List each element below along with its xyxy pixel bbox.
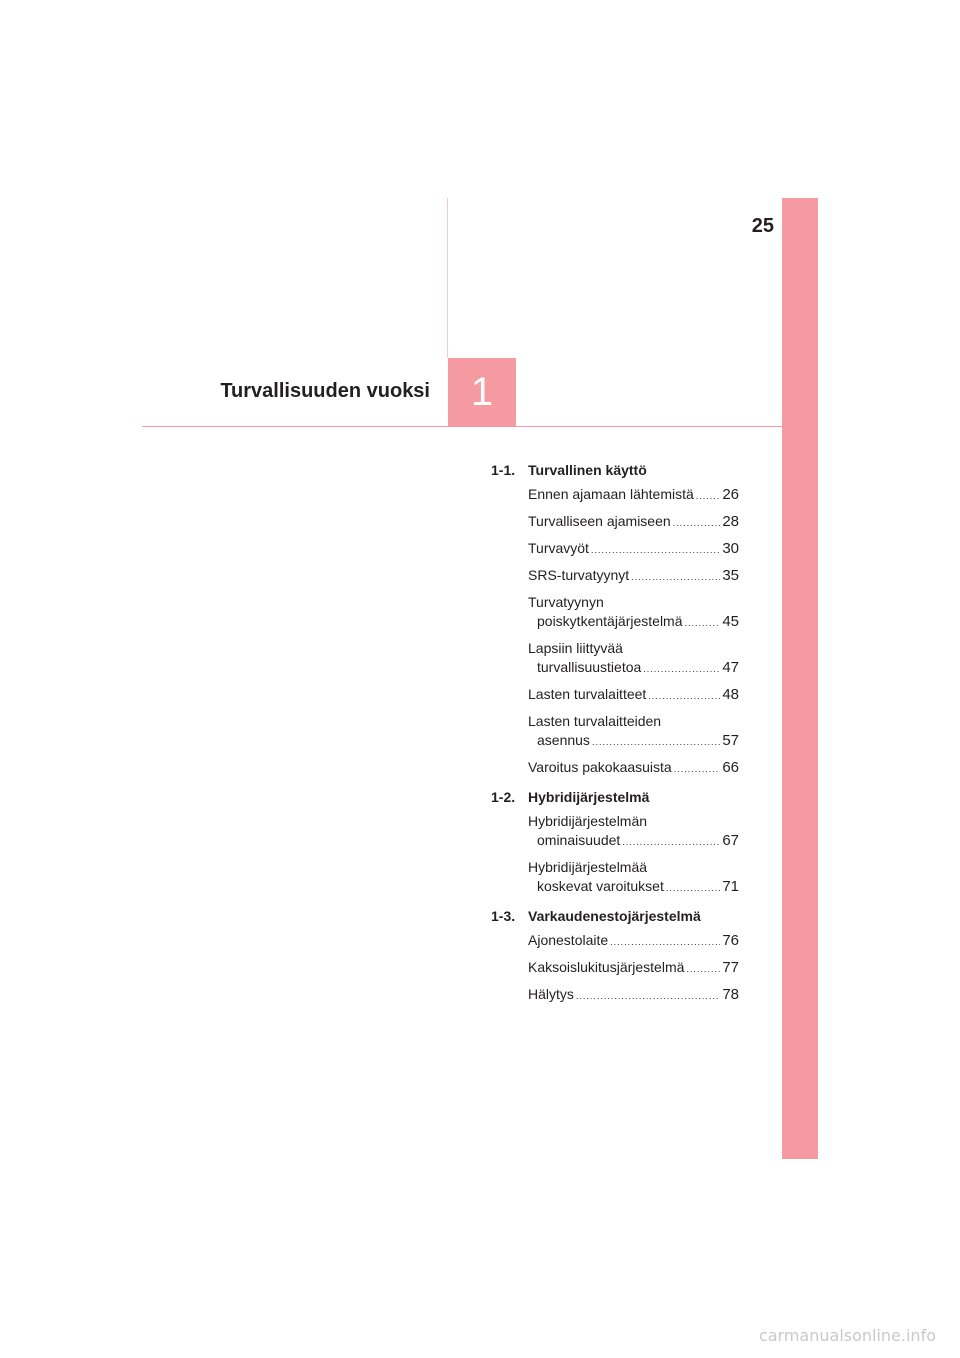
toc-entry-page-number: 57: [722, 732, 739, 749]
toc-entry-line: [528, 985, 739, 1006]
toc-entry-page-number: 78: [722, 986, 739, 1003]
toc-entry-page-number: 48: [722, 686, 739, 703]
toc-entry-title: Hälytys: [528, 986, 574, 1002]
toc-entry[interactable]: [528, 858, 739, 898]
chapter-number-badge: 1: [448, 358, 516, 426]
table-of-contents: [491, 460, 739, 1014]
toc-entry-title: Hybridijärjestelmää: [528, 859, 648, 875]
toc-entry-title: Varoitus pakokaasuista: [528, 759, 672, 775]
toc-dot-leader: [631, 568, 720, 587]
toc-dot-leader: [592, 733, 720, 752]
toc-entry-line: [528, 858, 739, 877]
toc-entry-page-number: 71: [722, 878, 739, 895]
toc-entry-line: [528, 731, 739, 752]
toc-section-heading[interactable]: [491, 460, 739, 480]
toc-entry[interactable]: [528, 639, 739, 679]
toc-entry[interactable]: [528, 931, 739, 952]
toc-dot-leader: [648, 687, 720, 706]
toc-section-number: 1-2.: [491, 789, 516, 805]
toc-entry[interactable]: [528, 512, 739, 533]
toc-entry[interactable]: [528, 566, 739, 587]
toc-dot-leader: [576, 987, 720, 1006]
toc-entry-title: Kaksoislukitusjärjestelmä: [528, 959, 685, 975]
chapter-side-tab: [782, 198, 818, 1159]
toc-dot-leader: [591, 541, 720, 560]
toc-entry-page-number: 28: [722, 513, 739, 530]
toc-entry[interactable]: [528, 593, 739, 633]
toc-entry[interactable]: [528, 758, 739, 779]
toc-entry[interactable]: [528, 485, 739, 506]
toc-entry[interactable]: [528, 812, 739, 852]
toc-entry-title: Lasten turvalaitteiden: [528, 713, 662, 729]
toc-entry[interactable]: [528, 712, 739, 752]
toc-entry-line: [528, 639, 739, 658]
toc-dot-leader: [696, 487, 721, 506]
toc-dot-leader: [673, 514, 721, 533]
toc-entry-title: ominaisuudet: [537, 832, 621, 848]
toc-entry-page-number: 76: [722, 932, 739, 949]
toc-entry-line: [528, 877, 739, 898]
toc-entry-title: Ennen ajamaan lähtemistä: [528, 486, 694, 502]
toc-dot-leader: [643, 660, 720, 679]
toc-entry-line: [528, 685, 739, 706]
toc-entry-line: [528, 758, 739, 779]
toc-entry-title: Ajonestolaite: [528, 932, 609, 948]
watermark: carmanualsonline.info: [758, 1326, 936, 1345]
toc-dot-leader: [666, 879, 720, 898]
toc-section: [491, 906, 739, 1006]
toc-dot-leader: [622, 833, 720, 852]
toc-entry-title: Lasten turvalaitteet: [528, 686, 647, 702]
toc-section-title: Hybridijärjestelmä: [528, 789, 650, 805]
toc-entry-line: [528, 712, 739, 731]
toc-entry-line: [528, 658, 739, 679]
chapter-title: Turvallisuuden vuoksi: [220, 380, 430, 402]
toc-entry[interactable]: [528, 685, 739, 706]
toc-entry-page-number: 47: [722, 659, 739, 676]
toc-section: [491, 460, 739, 779]
toc-entry-page-number: 45: [722, 613, 739, 630]
toc-entry-title: Turvavyöt: [528, 540, 589, 556]
toc-section-number: 1-1.: [491, 462, 516, 478]
toc-entry-title: Turvatyynyn: [528, 594, 604, 610]
toc-section-title: Turvallinen käyttö: [528, 462, 647, 478]
toc-entry-line: [528, 539, 739, 560]
toc-entry-page-number: 26: [722, 486, 739, 503]
toc-entry-title: Lapsiin liittyvää: [528, 640, 623, 656]
toc-entry-title: asennus: [537, 732, 590, 748]
toc-section-title: Varkaudenestojärjestelmä: [528, 908, 701, 924]
toc-entry-line: [528, 593, 739, 612]
toc-entry[interactable]: [528, 985, 739, 1006]
toc-section-number: 1-3.: [491, 908, 516, 924]
toc-section-heading[interactable]: [491, 906, 739, 926]
toc-entry-line: [528, 812, 739, 831]
toc-entry-title: Turvalliseen ajamiseen: [528, 513, 671, 529]
toc-section-heading[interactable]: [491, 787, 739, 807]
toc-entry-title: SRS-turvatyynyt: [528, 567, 630, 583]
toc-dot-leader: [685, 614, 721, 633]
toc-entry-line: [528, 512, 739, 533]
toc-entry-title: turvallisuustietoa: [537, 659, 642, 675]
toc-dot-leader: [686, 960, 720, 979]
toc-entry-line: [528, 931, 739, 952]
toc-entry-title: koskevat varoitukset: [537, 878, 664, 894]
toc-entry-line: [528, 831, 739, 852]
toc-entry-line: [528, 612, 739, 633]
toc-dot-leader: [610, 933, 720, 952]
toc-entry[interactable]: [528, 958, 739, 979]
toc-entry-line: [528, 485, 739, 506]
toc-entry-title: poiskytkentäjärjestelmä: [537, 613, 683, 629]
toc-section: [491, 787, 739, 898]
toc-entry[interactable]: [528, 539, 739, 560]
toc-entry-page-number: 67: [722, 832, 739, 849]
toc-entry-page-number: 77: [722, 959, 739, 976]
toc-entry-line: [528, 958, 739, 979]
toc-dot-leader: [674, 760, 721, 779]
toc-entry-title: Hybridijärjestelmän: [528, 813, 648, 829]
toc-entry-page-number: 30: [722, 540, 739, 557]
toc-entry-page-number: 66: [722, 759, 739, 776]
toc-entry-line: [528, 566, 739, 587]
header-divider-vertical: [447, 198, 448, 358]
page-number: 25: [751, 215, 774, 237]
header-divider-horizontal: [142, 426, 782, 427]
toc-entry-page-number: 35: [722, 567, 739, 584]
